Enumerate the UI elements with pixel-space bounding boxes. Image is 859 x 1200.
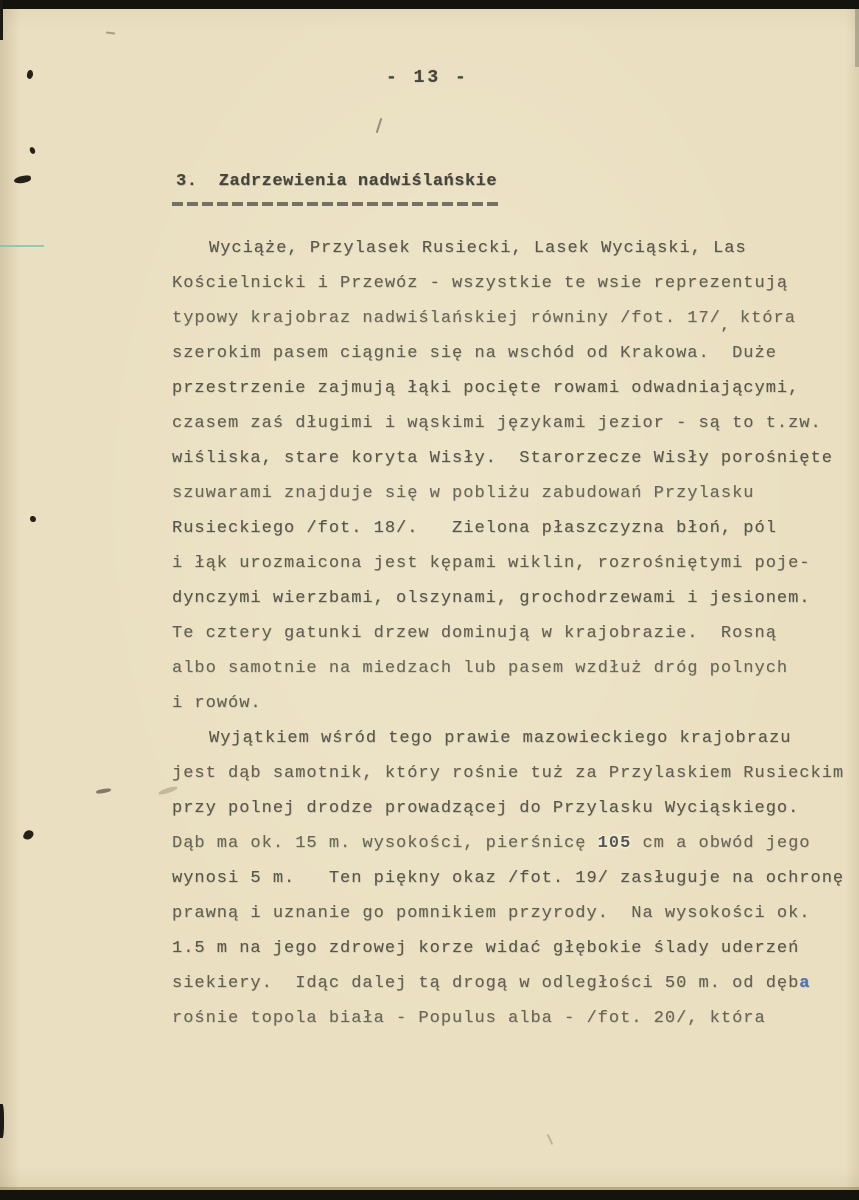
text-line-11: dynczymi wierzbami, olszynami, grochodrzewami i jesionem. bbox=[172, 589, 811, 608]
text-line-13: albo samotnie na miedzach lub pasem wzdłuż dróg polnych bbox=[172, 659, 789, 678]
text-block bbox=[172, 231, 859, 1036]
pencil-mark bbox=[96, 788, 111, 795]
text-line-14: i rowów. bbox=[172, 694, 262, 713]
text-line-3: typowy krajobraz nadwiślańskiej równiny /fot. $17/_,$ która bbox=[172, 309, 796, 333]
text-line-7: wiśliska, stare koryta Wisły. Starorzecze Wisły porośnięte bbox=[172, 449, 833, 468]
text-line-18: Dąb ma ok. 15 m. wysokości, pierśnicę 105 cm a obwód jego bbox=[172, 834, 811, 853]
stray-mark bbox=[547, 1134, 553, 1145]
text-line-17: przy polnej drodze prowadzącej do Przylasku Wyciąskiego. bbox=[172, 799, 800, 818]
text-line-20: prawną i uznanie go pomnikiem przyrody. Na wysokości ok. bbox=[172, 904, 811, 923]
text-line-8: szuwarami znajduje się w pobliżu zabudowań Przylasku bbox=[172, 484, 755, 503]
text-line-10: i łąk urozmaicona jest kępami wiklin, rozrośniętymi poje- bbox=[172, 554, 811, 573]
text-line-16: jest dąb samotnik, który rośnie tuż za Przylaskiem Rusieckim bbox=[172, 764, 845, 783]
teal-line-mark bbox=[0, 245, 44, 247]
text-line-23: rośnie topola biała - Populus alba - /fot. 20/, która bbox=[172, 1009, 766, 1028]
text-line-19: wynosi 5 m. Ten piękny okaz /fot. 19/ zasługuje na ochronę bbox=[172, 869, 845, 888]
text-line-6: czasem zaś długimi i wąskimi językami jezior - są to t.zw. bbox=[172, 414, 822, 433]
stray-mark bbox=[376, 118, 383, 133]
scan-speck bbox=[22, 829, 34, 842]
text-line-1: Wyciąże, Przylasek Rusiecki, Lasek Wyciąski, Las bbox=[209, 239, 747, 258]
text-line-5: przestrzenie zajmują łąki pocięte rowami odwadniającymi, bbox=[172, 379, 800, 398]
text-line-4: szerokim pasem ciągnie się na wschód od Krakowa. Duże bbox=[172, 344, 777, 363]
heading-underline bbox=[172, 202, 502, 206]
section-heading: 3. Zadrzewienia nadwiślańskie bbox=[176, 172, 498, 191]
scan-edge-bottom bbox=[0, 1190, 859, 1200]
stray-mark bbox=[106, 32, 115, 35]
scan-edge-top bbox=[0, 0, 859, 9]
text-line-22: siekiery. Idąc dalej tą drogą w odległości 50 m. od dęba bbox=[172, 974, 811, 993]
text-line-15: Wyjątkiem wśród tego prawie mazowieckiego krajobrazu bbox=[209, 729, 792, 748]
text-line-2: Kościelnicki i Przewóz - wszystkie te wsie reprezentują bbox=[172, 274, 789, 293]
scan-edge-left-top bbox=[0, 0, 3, 40]
scan-edge-right-top bbox=[855, 9, 859, 67]
text-line-9: Rusieckiego /fot. 18/. Zielona płaszczyzna błoń, pól bbox=[172, 519, 777, 538]
scan-speck bbox=[29, 146, 36, 154]
scan-edge-left-bottom bbox=[0, 1104, 4, 1138]
scan-speck bbox=[14, 175, 32, 184]
scan-speck bbox=[30, 516, 36, 522]
page-number: - 13 - bbox=[386, 68, 469, 88]
text-line-12: Te cztery gatunki drzew dominują w krajobrazie. Rosną bbox=[172, 624, 777, 643]
scan-speck bbox=[26, 69, 34, 79]
text-line-21: 1.5 m na jego zdrowej korze widać głębokie ślady uderzeń bbox=[172, 939, 800, 958]
